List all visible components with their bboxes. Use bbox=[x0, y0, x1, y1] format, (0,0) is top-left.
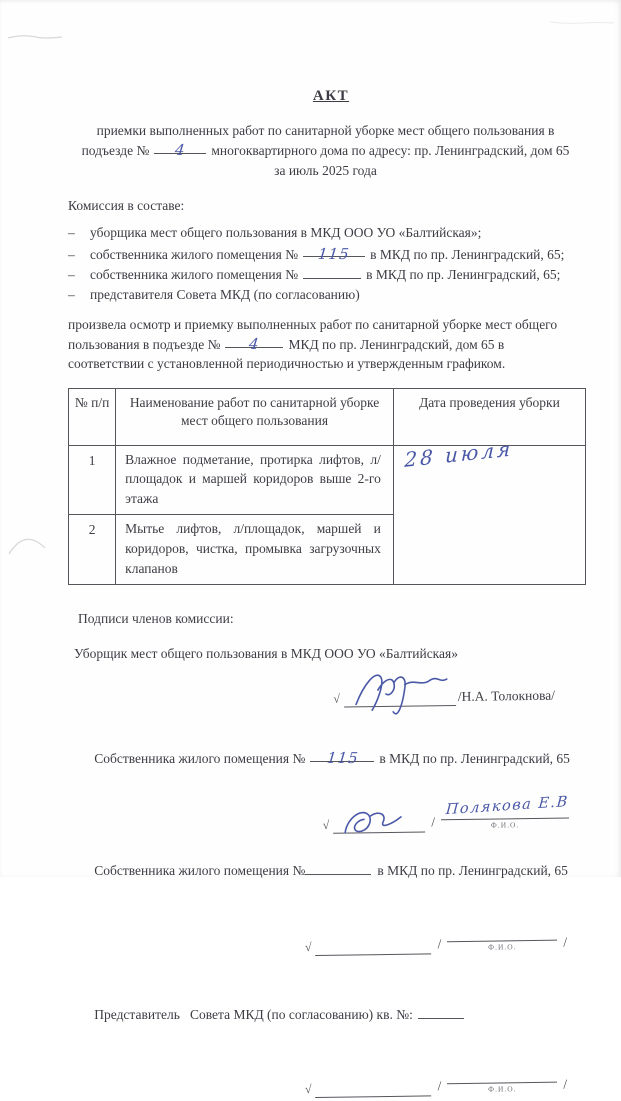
member-3-text bbox=[90, 265, 560, 285]
signature-1-row bbox=[68, 686, 555, 712]
row-1-num: 1 bbox=[69, 445, 116, 515]
paragraph-post: МКД по пр. Ленинградский, дом 65 в соответствии с установленной периодичностью и утвержденным графиком. bbox=[68, 336, 506, 372]
signature-4-label-text: Представитель Совета МКД (по согласованию) кв. №: bbox=[94, 1006, 413, 1022]
check-mark: √ bbox=[333, 692, 340, 707]
date-cell bbox=[393, 436, 585, 584]
signature-4-apartment-blank bbox=[418, 1005, 464, 1019]
subtitle-line2-post: многоквартирного дома по адресу: пр. Ленинградский, дом 65 bbox=[211, 143, 570, 159]
commission-intro: Комиссия в составе: bbox=[68, 197, 185, 213]
fio-label: Ф.И.О. bbox=[488, 1084, 517, 1094]
row-1-work: Влажное подметание, протирка лифтов, л/площадок и маршей коридоров выше 2-го этажа bbox=[116, 445, 394, 515]
cleaning-date-handwritten: 28 июля bbox=[403, 436, 514, 472]
signature-2-label-pre: Собственника жилого помещения № bbox=[94, 750, 306, 766]
signature-3-name-line bbox=[447, 926, 557, 943]
entrance-number-handwritten-2: 4 bbox=[248, 334, 261, 353]
header-work: Наименование работ по санитарной уборке мест общего пользования bbox=[116, 389, 394, 445]
signature-2-label-post: в МКД по пр. Ленинградский, 65 bbox=[379, 750, 570, 766]
subtitle-line2-pre: подъезде № bbox=[81, 143, 150, 159]
fio-label: Ф.И.О. bbox=[488, 942, 517, 952]
member-2-pre: собственника жилого помещения № bbox=[90, 246, 299, 262]
member-item-4 bbox=[68, 285, 583, 305]
signature-1-line bbox=[344, 692, 456, 709]
list-dash: – bbox=[68, 246, 75, 262]
signature-4-label bbox=[74, 986, 583, 1043]
member-1-text: уборщика мест общего пользования в МКД ООО УО «Балтийская»; bbox=[90, 224, 482, 240]
signature-3-row bbox=[68, 926, 567, 960]
inspection-paragraph bbox=[68, 315, 583, 373]
signature-2-line bbox=[333, 817, 425, 833]
slash-separator: / bbox=[437, 936, 442, 952]
signature-2-label bbox=[74, 729, 583, 787]
doc-subtitle bbox=[68, 121, 583, 179]
subtitle-line-3: за июль 2025 года bbox=[274, 162, 377, 178]
member-3-pre: собственника жилого помещения № bbox=[90, 266, 299, 282]
slash-separator: / bbox=[563, 1077, 568, 1093]
signature-2-apartment-blank bbox=[310, 748, 374, 767]
header-num: № п/п bbox=[69, 389, 116, 445]
signature-4-fio-column bbox=[447, 1068, 557, 1096]
list-dash: – bbox=[68, 286, 75, 302]
signature-2-apartment-handwritten: 115 bbox=[325, 748, 360, 767]
header-date: Дата проведения уборки bbox=[393, 389, 585, 445]
apartment-number-empty-blank bbox=[303, 265, 361, 279]
fio-label: Ф.И.О. bbox=[490, 820, 520, 830]
signature-3-line bbox=[315, 939, 431, 956]
signature-3-fio-column bbox=[447, 926, 557, 954]
apartment-number-blank bbox=[303, 243, 365, 263]
row-2-num: 2 bbox=[69, 515, 116, 585]
list-dash: – bbox=[68, 224, 75, 240]
slash-separator: / bbox=[563, 935, 568, 951]
entrance-number-blank-2 bbox=[225, 334, 283, 353]
slash-separator: / bbox=[437, 1078, 442, 1095]
works-table bbox=[68, 388, 586, 585]
signature-2-row bbox=[68, 794, 570, 838]
signature-4-line bbox=[315, 1081, 431, 1098]
row-2-work: Мытье лифтов, л/площадок, маршей и коридоров, чистка, промывка загрузочных клапанов bbox=[116, 515, 394, 585]
entrance-number-blank bbox=[154, 140, 206, 160]
signature-4-name-line bbox=[447, 1068, 557, 1085]
signatures-heading: Подписи членов комиссии: bbox=[78, 611, 234, 627]
handwritten-signature-owner bbox=[339, 805, 411, 840]
signature-3-apartment-blank bbox=[305, 861, 371, 875]
check-mark: √ bbox=[304, 939, 312, 954]
member-item-1 bbox=[68, 223, 583, 243]
commission-members bbox=[68, 223, 583, 305]
member-3-post: в МКД по пр. Ленинградский, 65; bbox=[366, 266, 561, 282]
check-mark: √ bbox=[322, 817, 330, 832]
doc-title-text: АКТ bbox=[312, 88, 350, 104]
signature-2-fio-column bbox=[441, 794, 570, 832]
member-item-2 bbox=[68, 243, 583, 265]
signature-3-label bbox=[74, 842, 583, 899]
handwritten-name-owner: Полякова Е.В bbox=[445, 794, 570, 819]
paragraph-pre: произвела осмотр и приемку выполненных работ по санитарной уборке мест общего пользования в подъезде № bbox=[68, 316, 558, 352]
slash-separator: / bbox=[431, 814, 436, 830]
signature-3-label-post: в МКД по пр. Ленинградский, 65 bbox=[377, 862, 568, 878]
member-2-text bbox=[90, 243, 564, 265]
signature-4-row bbox=[68, 1068, 567, 1101]
check-mark: √ bbox=[304, 1081, 312, 1097]
signature-2-name-line bbox=[441, 794, 570, 821]
member-2-post: в МКД по пр. Ленинградский, 65; bbox=[370, 246, 565, 262]
entrance-number-handwritten: 4 bbox=[174, 141, 187, 160]
apartment-number-handwritten: 115 bbox=[317, 244, 351, 263]
signature-3-label-pre: Собственника жилого помещения № bbox=[94, 862, 306, 878]
member-4-text: представителя Совета МКД (по согласованию) bbox=[90, 286, 360, 302]
signature-1-typed-name: /Н.А. Толокнова/ bbox=[457, 687, 556, 705]
table-row bbox=[69, 445, 586, 515]
list-dash: – bbox=[68, 266, 75, 282]
handwritten-signature-tolokno bbox=[349, 668, 450, 715]
subtitle-line-2 bbox=[68, 140, 583, 160]
member-item-3 bbox=[68, 265, 583, 285]
doc-title bbox=[68, 86, 583, 107]
subtitle-line-1: приемки выполненных работ по санитарной уборке мест общего пользования в bbox=[96, 123, 555, 139]
signature-1-label: Уборщик мест общего пользования в МКД ООО УО «Балтийская» bbox=[74, 646, 458, 662]
